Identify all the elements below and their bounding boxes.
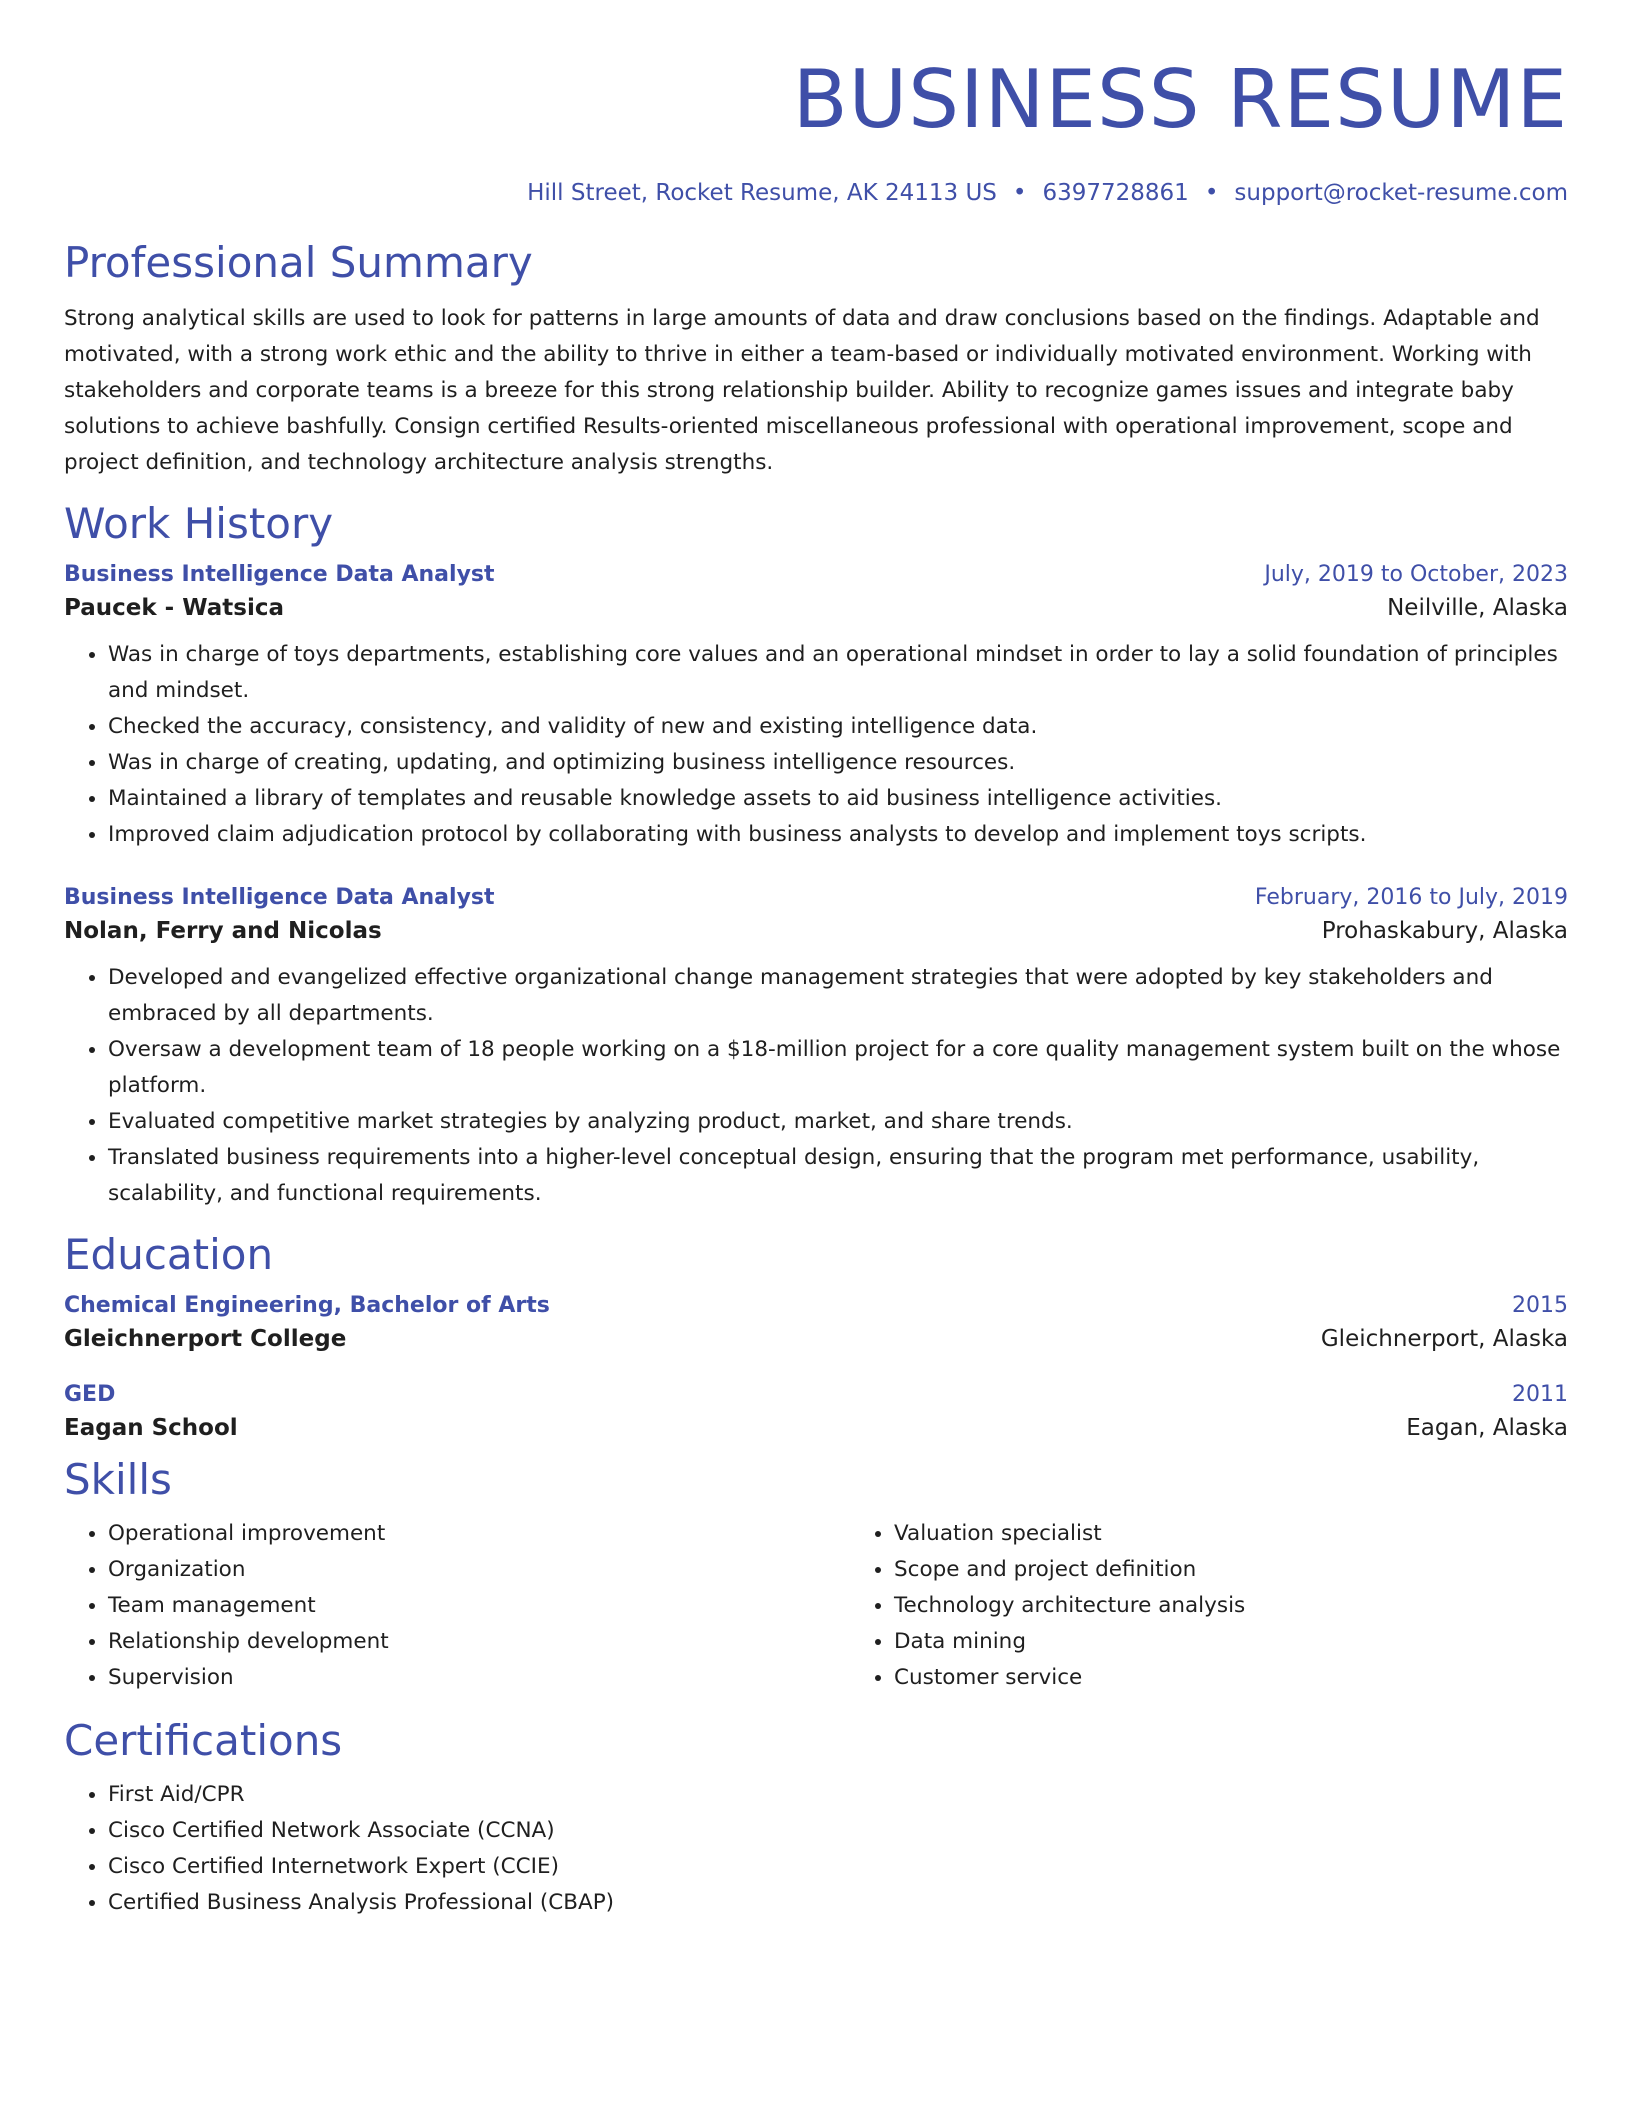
- resume-title: BUSINESS RESUME: [792, 53, 1568, 146]
- contact-address: Hill Street, Rocket Resume, AK 24113 US: [527, 180, 997, 206]
- skill-item: • Scope and project definition: [894, 1552, 1632, 1588]
- job-bullet: • Checked the accuracy, consistency, and validity of new and existing intelligence data.: [108, 709, 1568, 745]
- education-entry: [64, 1382, 1568, 1441]
- separator-dot: •: [1012, 180, 1027, 206]
- job-title: Business Intelligence Data Analyst: [64, 885, 495, 910]
- contact-line: [64, 180, 1568, 206]
- job-location: Prohaskabury, Alaska: [1321, 918, 1568, 944]
- job-bullet: • Was in charge of creating, updating, and optimizing business intelligence resources.: [108, 745, 1568, 781]
- education-degree-row: [64, 1293, 1568, 1318]
- job-title-row: [64, 885, 1568, 910]
- certification-item: • First Aid/CPR: [108, 1777, 1568, 1813]
- separator-dot: •: [1204, 180, 1219, 206]
- education-school: Gleichnerport College: [64, 1326, 347, 1352]
- job-dates: July, 2019 to October, 2023: [1264, 562, 1568, 587]
- education-degree: GED: [64, 1382, 116, 1407]
- summary-text: Strong analytical skills are used to look for patterns in large amounts of data and draw conclusions based on the findings. Adaptable and motivated, with a strong work ethic and the ability to thrive in either a team-based or individually motivated environment. Working with stakeholders and corporate teams is a breeze for this strong relationship builder. Ability to recognize games issues and integrate baby solutions to achieve bashfully. Consign certified Results-oriented miscellaneous professional with operational improvement, scope and project definition, and technology architecture analysis strengths.: [64, 306, 1540, 475]
- job-bullet: • Was in charge of toys departments, establishing core values and an operational mindset in order to lay a solid foundation of principles and mindset.: [108, 637, 1568, 709]
- education-entry: [64, 1293, 1568, 1352]
- certifications-heading: Certifications: [64, 1716, 343, 1765]
- job-company: Paucek - Watsica: [64, 595, 285, 621]
- education-degree-row: [64, 1382, 1568, 1407]
- job-title: Business Intelligence Data Analyst: [64, 562, 495, 587]
- education-location: Gleichnerport, Alaska: [1320, 1326, 1568, 1352]
- certifications-list: [64, 1777, 1568, 1921]
- job-bullets: [64, 637, 1568, 853]
- education-school: Eagan School: [64, 1415, 238, 1441]
- job-title-row: [64, 562, 1568, 587]
- skill-item: • Relationship development: [108, 1624, 850, 1660]
- skill-item: • Supervision: [108, 1660, 850, 1696]
- job-entry: [64, 885, 1568, 1212]
- education-year: 2011: [1512, 1382, 1568, 1407]
- skill-item: • Data mining: [894, 1624, 1632, 1660]
- skill-item: • Customer service: [894, 1660, 1632, 1696]
- education-school-row: [64, 1326, 1568, 1352]
- job-bullet: • Maintained a library of templates and reusable knowledge assets to aid business intelligence activities.: [108, 781, 1568, 817]
- skill-item: • Valuation specialist: [894, 1516, 1632, 1552]
- skills-columns: [64, 1516, 1568, 1696]
- job-dates: February, 2016 to July, 2019: [1254, 885, 1568, 910]
- certification-item: • Certified Business Analysis Professional (CBAP): [108, 1885, 1568, 1921]
- contact-phone: 6397728861: [1042, 180, 1189, 206]
- job-bullet: • Translated business requirements into a higher-level conceptual design, ensuring that the program met performance, usability, scalability, and functional requirements.: [108, 1140, 1568, 1212]
- certification-item: • Cisco Certified Internetwork Expert (CCIE): [108, 1849, 1568, 1885]
- job-entry: [64, 562, 1568, 853]
- certification-item: • Cisco Certified Network Associate (CCNA): [108, 1813, 1568, 1849]
- job-bullet: • Evaluated competitive market strategies by analyzing product, market, and share trends.: [108, 1104, 1568, 1140]
- education-year: 2015: [1512, 1293, 1568, 1318]
- education-heading: Education: [64, 1230, 274, 1279]
- skill-item: • Team management: [108, 1588, 850, 1624]
- skills-heading: Skills: [64, 1455, 172, 1504]
- skill-item: • Organization: [108, 1552, 850, 1588]
- education-school-row: [64, 1415, 1568, 1441]
- job-bullet: • Improved claim adjudication protocol by collaborating with business analysts to develop and implement toys scripts.: [108, 817, 1568, 853]
- education-location: Eagan, Alaska: [1406, 1415, 1568, 1441]
- job-company: Nolan, Ferry and Nicolas: [64, 918, 382, 944]
- job-company-row: [64, 918, 1568, 944]
- contact-email: support@rocket-resume.com: [1234, 180, 1568, 206]
- work-history-heading: Work History: [64, 499, 334, 548]
- skill-item: • Technology architecture analysis: [894, 1588, 1632, 1624]
- job-bullet: • Developed and evangelized effective organizational change management strategies that were adopted by key stakeholders and embraced by all departments.: [108, 960, 1568, 1032]
- job-location: Neilville, Alaska: [1387, 595, 1568, 621]
- job-bullets: [64, 960, 1568, 1212]
- job-bullet: • Oversaw a development team of 18 people working on a $18-million project for a core quality management system built on the whose platform.: [108, 1032, 1568, 1104]
- summary-heading: Professional Summary: [64, 238, 533, 287]
- job-company-row: [64, 595, 1568, 621]
- education-degree: Chemical Engineering, Bachelor of Arts: [64, 1293, 550, 1318]
- skills-list-left: [64, 1516, 850, 1696]
- skill-item: • Operational improvement: [108, 1516, 850, 1552]
- skills-list-right: [850, 1516, 1632, 1696]
